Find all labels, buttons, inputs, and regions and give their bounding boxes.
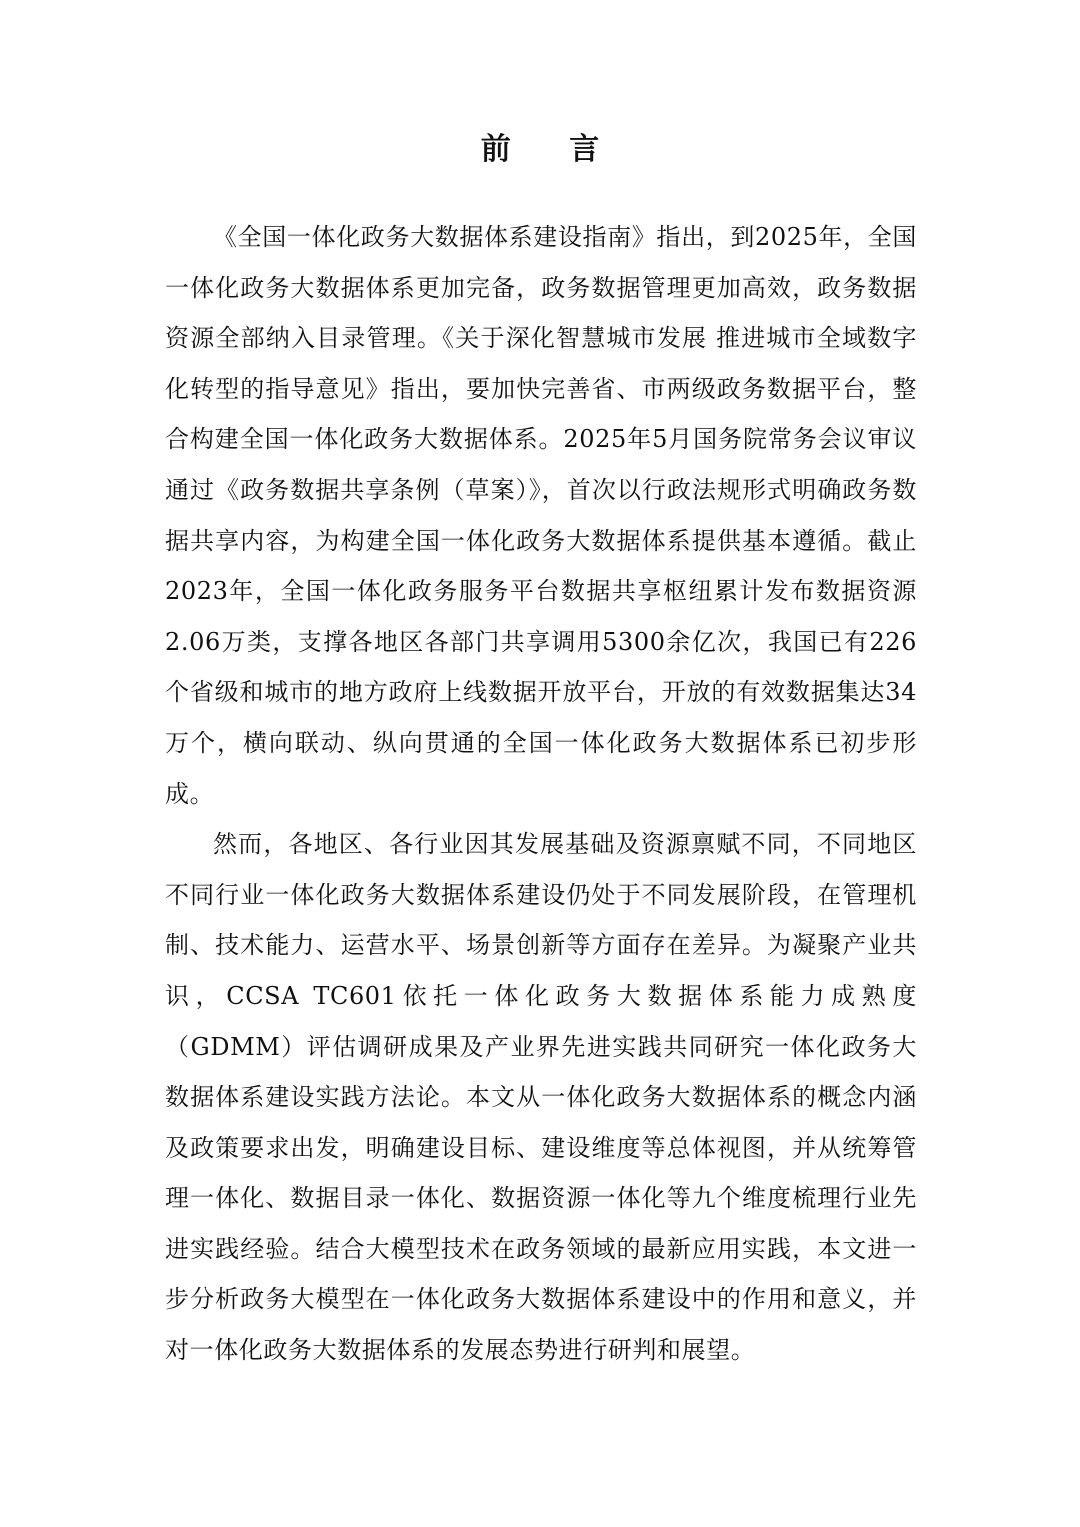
- page-title: 前 言: [480, 132, 624, 167]
- document-body: [165, 212, 917, 1376]
- paragraph: 《全国一体化政务大数据体系建设指南》指出，到2025年，全国一体化政务大数据体系更加完备，政务数据管理更加高效，政务数据资源全部纳入目录管理。《关于深化智慧城市发展 推进城市全域数字化转型的指导意见》指出，要加快完善省、市两级政务数据平台，整合构建全国一体化政务大数据体系。2025年5月国务院常务会议审议通过《政务数据共享条例（草案）》，首次以行政法规形式明确政务数据共享内容，为构建全国一体化政务大数据体系提供基本遵循。截止2023年，全国一体化政务服务平台数据共享枢纽累计发布数据资源2.06万类，支撑各地区各部门共享调用5300余亿次，我国已有226个省级和城市的地方政府上线数据开放平台，开放的有效数据集达34万个，横向联动、纵向贯通的全国一体化政务大数据体系已初步形成。: [165, 223, 917, 808]
- paragraph: 然而，各地区、各行业因其发展基础及资源禀赋不同，不同地区不同行业一体化政务大数据体系建设仍处于不同发展阶段，在管理机制、技术能力、运营水平、场景创新等方面存在差异。为凝聚产业共识，CCSA TC601依托一体化政务大数据体系能力成熟度（GDMM）评估调研成果及产业界先进实践共同研究一体化政务大数据体系建设实践方法论。本文从一体化政务大数据体系的概念内涵及政策要求出发，明确建设目标、建设维度等总体视图，并从统筹管理一体化、数据目录一体化、数据资源一体化等九个维度梳理行业先进实践经验。结合大模型技术在政务领域的最新应用实践，本文进一步分析政务大模型在一体化政务大数据体系建设中的作用和意义，并对一体化政务大数据体系的发展态势进行研判和展望。: [165, 830, 917, 1365]
